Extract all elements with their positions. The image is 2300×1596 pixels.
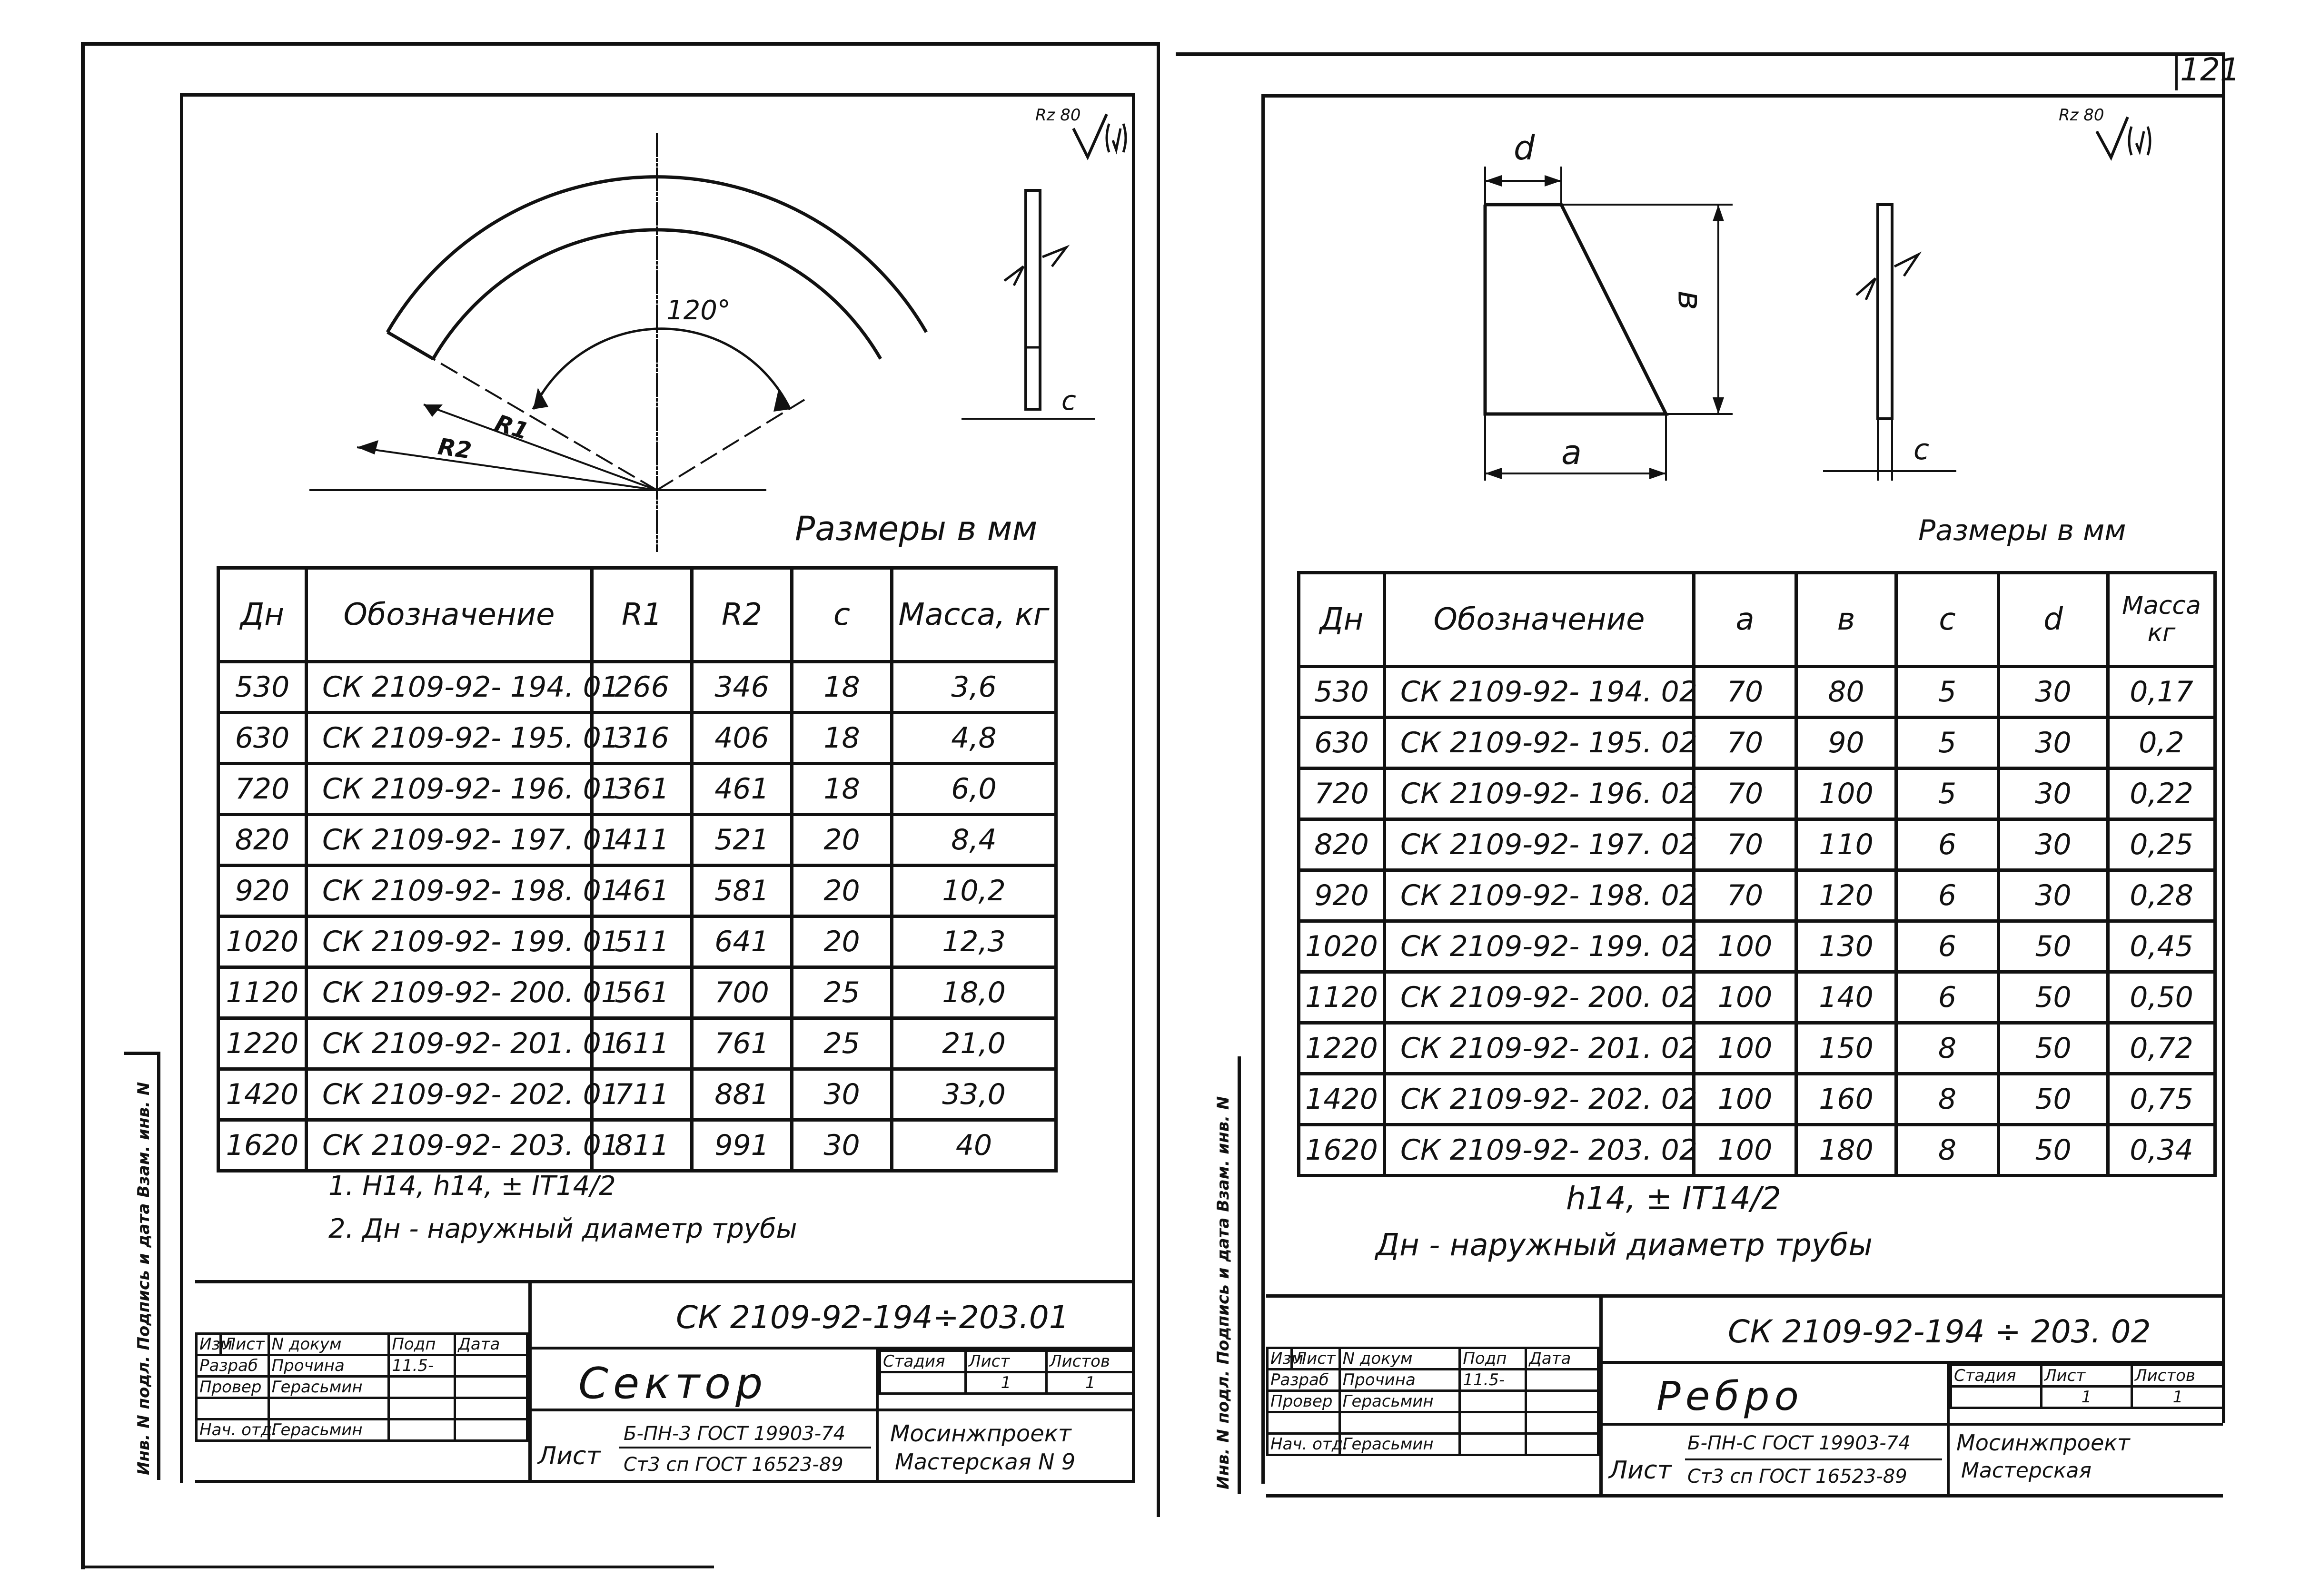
cell-b: 80 [1796, 667, 1896, 718]
stage-value [1951, 1387, 2042, 1408]
right-roughness-symbol: Rz 80 [2059, 106, 2104, 125]
rib-table [1297, 571, 2217, 1177]
cell-c: 20 [792, 815, 892, 866]
cell-mass: 0,45 [2108, 921, 2215, 972]
stamp-person: Прочина [1339, 1369, 1460, 1391]
left-org-line2: Мастерская N 9 [895, 1449, 1076, 1475]
cell-c: 6 [1896, 972, 1999, 1023]
cell-designation: СК 2109-92- 202. 01 [307, 1069, 592, 1120]
cell-r2: 641 [692, 916, 792, 967]
cell-r2: 881 [692, 1069, 792, 1120]
stamp-date [1526, 1391, 1598, 1412]
stamp-role: Нач. отд. [197, 1419, 269, 1441]
right-part-name: Ребро [1656, 1373, 1804, 1419]
right-inner-frame-top [1261, 94, 2223, 98]
cell-c: 5 [1896, 718, 1999, 768]
right-material-prefix: Лист [1609, 1456, 1672, 1485]
cell-c: 5 [1896, 768, 1999, 819]
cell-designation: СК 2109-92- 195. 01 [307, 713, 592, 764]
stamp-date [455, 1377, 527, 1398]
table-row [1299, 718, 2215, 768]
cell-r2: 461 [692, 764, 792, 815]
table-row [218, 1069, 1056, 1120]
right-title-block-divider [1599, 1294, 1603, 1494]
cell-b: 150 [1796, 1023, 1896, 1074]
cell-r2: 700 [692, 967, 792, 1018]
header-c: c [792, 568, 892, 662]
table-row [218, 1018, 1056, 1069]
cell-dn: 720 [218, 764, 307, 815]
sheets-label: Листов [2132, 1365, 2224, 1387]
right-org-line1: Мосинжпроект [1956, 1430, 2130, 1456]
header-d: d [1999, 573, 2108, 667]
right-material-bottom: Ст3 сп ГОСТ 16523-89 [1687, 1466, 1907, 1488]
left-title-block-top [195, 1280, 1133, 1283]
cell-designation: СК 2109-92- 196. 02 [1385, 768, 1694, 819]
stamp-col-list: Лист [1291, 1348, 1339, 1369]
page-number-divider [2175, 52, 2178, 90]
stamp-person: Герасьмин [268, 1419, 389, 1441]
cell-mass: 0,34 [2108, 1125, 2215, 1176]
stamp-col-ndoc: N докум [1339, 1348, 1460, 1369]
left-material-top: Б-ПН-3 ГОСТ 19903-74 [624, 1423, 846, 1445]
cell-mass: 12,3 [892, 916, 1056, 967]
stage-label: Стадия [880, 1351, 966, 1372]
cell-dn: 530 [1299, 667, 1385, 718]
cell-d: 30 [1999, 718, 2108, 768]
cell-designation: СК 2109-92- 196. 01 [307, 764, 592, 815]
sheet-info-labels [880, 1351, 1134, 1372]
header-b: в [1796, 573, 1896, 667]
cell-b: 90 [1796, 718, 1896, 768]
r2-label: R2 [436, 433, 473, 464]
stamp-header-row [1268, 1348, 1598, 1369]
left-part-name: Сектор [578, 1359, 768, 1409]
cell-a: 100 [1694, 1023, 1796, 1074]
cell-c: 20 [792, 866, 892, 916]
cell-b: 180 [1796, 1125, 1896, 1176]
cell-a: 70 [1694, 667, 1796, 718]
right-sheet-info [1950, 1364, 2225, 1409]
cell-designation: СК 2109-92- 198. 02 [1385, 870, 1694, 921]
cell-a: 70 [1694, 718, 1796, 768]
cell-a: 70 [1694, 819, 1796, 870]
left-inner-frame-right [1132, 93, 1135, 1483]
cell-mass: 3,6 [892, 662, 1056, 713]
sheet-label: Лист [966, 1351, 1047, 1372]
cell-dn: 1020 [218, 916, 307, 967]
cell-mass: 18,0 [892, 967, 1056, 1018]
sector-table [217, 566, 1058, 1172]
stamp-date [1526, 1434, 1598, 1455]
roughness-check-icon [1071, 109, 1133, 162]
cell-dn: 1120 [1299, 972, 1385, 1023]
sector-drawing [286, 133, 885, 562]
stamp-col-sign: Подп [1460, 1348, 1526, 1369]
stamp-date [1526, 1369, 1598, 1391]
stamp-row-check [197, 1377, 527, 1398]
cell-designation: СК 2109-92- 194. 01 [307, 662, 592, 713]
cell-r2: 346 [692, 662, 792, 713]
stamp-row-empty [197, 1398, 527, 1419]
right-org-line2: Мастерская [1961, 1458, 2092, 1483]
stamp-row-check [1268, 1391, 1598, 1412]
sheet-divider [1157, 42, 1160, 1517]
header-mass: Масса, кг [892, 568, 1056, 662]
cell-dn: 1120 [218, 967, 307, 1018]
cell-a: 100 [1694, 972, 1796, 1023]
header-dn: Дн [1299, 573, 1385, 667]
cell-d: 50 [1999, 1074, 2108, 1125]
right-side-stamp: Инв. N подл. Подпись и дата Взам. инв. N [1214, 1096, 1233, 1489]
cell-designation: СК 2109-92- 201. 02 [1385, 1023, 1694, 1074]
table-row [218, 662, 1056, 713]
cell-dn: 630 [218, 713, 307, 764]
cell-mass: 33,0 [892, 1069, 1056, 1120]
table-row [1299, 768, 2215, 819]
cell-designation: СК 2109-92- 202. 02 [1385, 1074, 1694, 1125]
cell-mass: 40 [892, 1120, 1056, 1171]
table-row [218, 815, 1056, 866]
right-stamp-grid [1266, 1347, 1599, 1456]
cell-c: 6 [1896, 819, 1999, 870]
stamp-person: Прочина [268, 1355, 389, 1377]
cell-b: 120 [1796, 870, 1896, 921]
cell-r2: 761 [692, 1018, 792, 1069]
cell-mass: 0,72 [2108, 1023, 2215, 1074]
stamp-sign [389, 1377, 455, 1398]
stamp-col-izm: Изм [1268, 1348, 1292, 1369]
b-dim-label: в [1670, 290, 1710, 310]
cell-dn: 530 [218, 662, 307, 713]
angle-label: 120° [666, 295, 731, 326]
sheets-value: 1 [2132, 1387, 2224, 1408]
right-sheet-edge [2222, 52, 2225, 1423]
cell-mass: 0,75 [2108, 1074, 2215, 1125]
cell-a: 100 [1694, 1125, 1796, 1176]
cell-dn: 820 [1299, 819, 1385, 870]
outer-frame-top-left [81, 42, 1157, 46]
cell-r1: 461 [592, 866, 692, 916]
cell-c: 18 [792, 662, 892, 713]
cell-b: 110 [1796, 819, 1896, 870]
cell-r1: 316 [592, 713, 692, 764]
plate-section-view [952, 186, 1104, 424]
cell-dn: 820 [218, 815, 307, 866]
cell-r2: 521 [692, 815, 792, 866]
stamp-role: Нач. отд. [1268, 1434, 1340, 1455]
right-title-block-bottom [1266, 1494, 2223, 1497]
cell-c: 8 [1896, 1074, 1999, 1125]
cell-designation: СК 2109-92- 200. 02 [1385, 972, 1694, 1023]
stamp-col-date: Дата [455, 1334, 527, 1355]
cell-d: 30 [1999, 667, 2108, 718]
roughness-symbol: Rz 80 [1035, 106, 1081, 125]
outer-frame-left [81, 42, 85, 1569]
cell-designation: СК 2109-92- 199. 01 [307, 916, 592, 967]
cell-a: 100 [1694, 1074, 1796, 1125]
stamp-role: Разраб [197, 1355, 269, 1377]
cell-r2: 581 [692, 866, 792, 916]
cell-c: 6 [1896, 921, 1999, 972]
rib-section-view [1818, 200, 1961, 485]
stamp-row-empty [1268, 1412, 1598, 1434]
sheet-info-values [880, 1372, 1134, 1394]
cell-r1: 411 [592, 815, 692, 866]
cell-designation: СК 2109-92- 195. 02 [1385, 718, 1694, 768]
cell-r2: 991 [692, 1120, 792, 1171]
cell-designation: СК 2109-92- 201. 01 [307, 1018, 592, 1069]
cell-c: 25 [792, 967, 892, 1018]
cell-designation: СК 2109-92- 194. 02 [1385, 667, 1694, 718]
cell-c: 30 [792, 1069, 892, 1120]
stamp-role: Провер [1268, 1391, 1340, 1412]
units-caption: Размеры в мм [795, 509, 1038, 548]
stamp-sign [1460, 1391, 1526, 1412]
cell-mass: 0,50 [2108, 972, 2215, 1023]
right-inner-frame-left [1261, 94, 1265, 1484]
stamp-col-list: Лист [220, 1334, 268, 1355]
d-dim-label: d [1514, 128, 1535, 167]
cell-d: 50 [1999, 921, 2108, 972]
cell-designation: СК 2109-92- 197. 02 [1385, 819, 1694, 870]
right-material-top: Б-ПН-С ГОСТ 19903-74 [1687, 1432, 1911, 1454]
table-row [1299, 870, 2215, 921]
stamp-row-develop [197, 1355, 527, 1377]
left-inner-frame-top [180, 93, 1132, 97]
sheets-label: Листов [1047, 1351, 1134, 1372]
header-mass: Масса кг [2108, 573, 2215, 667]
right-units-caption: Размеры в мм [1918, 514, 2126, 547]
cell-dn: 1420 [1299, 1074, 1385, 1125]
stage-label: Стадия [1951, 1365, 2042, 1387]
header-dn: Дн [218, 568, 307, 662]
cell-b: 140 [1796, 972, 1896, 1023]
cell-r1: 511 [592, 916, 692, 967]
cell-designation: СК 2109-92- 199. 02 [1385, 921, 1694, 972]
table-row [218, 866, 1056, 916]
left-side-stamp: Инв. N подл. Подпись и дата Взам. инв. N [134, 1082, 153, 1475]
right-side-strip [1238, 1056, 1241, 1494]
sheets-value: 1 [1047, 1372, 1134, 1394]
table-row [218, 1120, 1056, 1171]
cell-designation: СК 2109-92- 203. 02 [1385, 1125, 1694, 1176]
left-title-block-low [528, 1409, 1133, 1411]
sheet-info-labels [1951, 1365, 2224, 1387]
page-number: 121 [2180, 51, 2240, 88]
table-row [1299, 1023, 2215, 1074]
cell-r2: 406 [692, 713, 792, 764]
cell-a: 70 [1694, 768, 1796, 819]
cell-dn: 1220 [1299, 1023, 1385, 1074]
stamp-sign: 11.5- [389, 1355, 455, 1377]
header-designation: Обозначение [307, 568, 592, 662]
table-header-row [1299, 573, 2215, 667]
cell-dn: 720 [1299, 768, 1385, 819]
cell-dn: 920 [1299, 870, 1385, 921]
cell-designation: СК 2109-92- 197. 01 [307, 815, 592, 866]
right-note-tolerances: h14, ± IT14/2 [1566, 1180, 1782, 1217]
stamp-role: Провер [197, 1377, 269, 1398]
cell-r1: 811 [592, 1120, 692, 1171]
cell-c: 5 [1896, 667, 1999, 718]
cell-b: 100 [1796, 768, 1896, 819]
right-title-block-low [1599, 1423, 2223, 1426]
cell-r1: 266 [592, 662, 692, 713]
note-diameter: 2. Дн - наружный диаметр трубы [328, 1213, 797, 1244]
left-stamp-grid [195, 1332, 528, 1442]
cell-c: 20 [792, 916, 892, 967]
right-roughness-check-icon [2094, 112, 2156, 160]
right-material-fraction [1685, 1458, 1942, 1460]
left-side-strip-top [124, 1052, 159, 1055]
cell-mass: 0,2 [2108, 718, 2215, 768]
table-row [1299, 819, 2215, 870]
left-designation: СК 2109-92-194÷203.01 [676, 1299, 1069, 1336]
cell-c: 8 [1896, 1125, 1999, 1176]
stamp-col-sign: Подп [389, 1334, 455, 1355]
stamp-role: Разраб [1268, 1369, 1340, 1391]
stamp-sign: 11.5- [1460, 1369, 1526, 1391]
stamp-col-date: Дата [1526, 1348, 1598, 1369]
right-title-block-top [1266, 1294, 2223, 1298]
table-row [1299, 667, 2215, 718]
cell-r1: 611 [592, 1018, 692, 1069]
cell-mass: 6,0 [892, 764, 1056, 815]
r1-label: R1 [492, 409, 532, 445]
stamp-date [455, 1355, 527, 1377]
cell-mass: 0,28 [2108, 870, 2215, 921]
table-row [218, 916, 1056, 967]
stamp-sign [1460, 1434, 1526, 1455]
sheet-value: 1 [966, 1372, 1047, 1394]
table-row [218, 764, 1056, 815]
left-org-line1: Мосинжпроект [890, 1420, 1071, 1447]
sheet-info-values [1951, 1387, 2224, 1408]
rib-drawing [1466, 157, 1799, 500]
table-row [1299, 1125, 2215, 1176]
cell-r1: 361 [592, 764, 692, 815]
stamp-sign [389, 1419, 455, 1441]
stamp-col-ndoc: N докум [268, 1334, 389, 1355]
outer-frame-top-right [1176, 52, 2223, 56]
left-material-fraction [619, 1447, 871, 1448]
header-r1: R1 [592, 568, 692, 662]
cell-dn: 1020 [1299, 921, 1385, 972]
cell-r1: 561 [592, 967, 692, 1018]
left-material-prefix: Лист [538, 1442, 601, 1470]
table-row [218, 713, 1056, 764]
stamp-person: Герасьмин [1339, 1391, 1460, 1412]
cell-mass: 0,25 [2108, 819, 2215, 870]
cell-dn: 1220 [218, 1018, 307, 1069]
stamp-row-head [197, 1419, 527, 1441]
cell-designation: СК 2109-92- 203. 01 [307, 1120, 592, 1171]
stage-value [880, 1372, 966, 1394]
rib-c-dim-label: c [1913, 433, 1929, 466]
cell-dn: 1620 [218, 1120, 307, 1171]
cell-dn: 1620 [1299, 1125, 1385, 1176]
cell-c: 25 [792, 1018, 892, 1069]
cell-c: 30 [792, 1120, 892, 1171]
table-row [218, 967, 1056, 1018]
sheet-value: 1 [2042, 1387, 2132, 1408]
note-tolerances: 1. Н14, h14, ± IT14/2 [328, 1171, 616, 1202]
cell-c: 6 [1896, 870, 1999, 921]
left-sheet-info [879, 1350, 1135, 1395]
right-note-diameter: Дн - наружный диаметр трубы [1376, 1228, 1873, 1263]
header-designation: Обозначение [1385, 573, 1694, 667]
sheet-label: Лист [2042, 1365, 2132, 1387]
cell-d: 50 [1999, 1125, 2108, 1176]
stamp-row-develop [1268, 1369, 1598, 1391]
cell-mass: 4,8 [892, 713, 1056, 764]
cell-dn: 630 [1299, 718, 1385, 768]
cell-d: 30 [1999, 768, 2108, 819]
cell-mass: 8,4 [892, 815, 1056, 866]
cell-dn: 1420 [218, 1069, 307, 1120]
cell-c: 8 [1896, 1023, 1999, 1074]
cell-mass: 0,22 [2108, 768, 2215, 819]
table-row [1299, 972, 2215, 1023]
cell-b: 130 [1796, 921, 1896, 972]
header-r2: R2 [692, 568, 792, 662]
stamp-header-row [197, 1334, 527, 1355]
stamp-person: Герасьмин [268, 1377, 389, 1398]
stamp-row-head [1268, 1434, 1598, 1455]
left-material-bottom: Ст3 сп ГОСТ 16523-89 [624, 1454, 843, 1476]
stamp-person: Герасьмин [1339, 1434, 1460, 1455]
cell-a: 100 [1694, 921, 1796, 972]
left-title-block-bottom [195, 1480, 1133, 1483]
left-inner-frame-left [180, 93, 183, 1483]
cell-d: 30 [1999, 870, 2108, 921]
stamp-date [455, 1419, 527, 1441]
c-dim-label: c [1061, 385, 1076, 416]
header-a: a [1694, 573, 1796, 667]
cell-dn: 920 [218, 866, 307, 916]
table-header-row [218, 568, 1056, 662]
cell-c: 18 [792, 713, 892, 764]
left-side-strip [157, 1052, 160, 1480]
cell-mass: 21,0 [892, 1018, 1056, 1069]
right-designation: СК 2109-92-194 ÷ 203. 02 [1728, 1313, 2151, 1350]
header-c: c [1896, 573, 1999, 667]
cell-d: 50 [1999, 972, 2108, 1023]
cell-b: 160 [1796, 1074, 1896, 1125]
cell-a: 70 [1694, 870, 1796, 921]
table-row [1299, 921, 2215, 972]
cell-mass: 0,17 [2108, 667, 2215, 718]
left-title-block-divider [528, 1280, 532, 1480]
stamp-col-izm: Изм [197, 1334, 221, 1355]
table-row [1299, 1074, 2215, 1125]
cell-designation: СК 2109-92- 200. 01 [307, 967, 592, 1018]
cell-c: 18 [792, 764, 892, 815]
a-dim-label: a [1561, 433, 1582, 472]
cell-d: 30 [1999, 819, 2108, 870]
cell-r1: 711 [592, 1069, 692, 1120]
cell-mass: 10,2 [892, 866, 1056, 916]
cell-designation: СК 2109-92- 198. 01 [307, 866, 592, 916]
outer-frame-bottom [81, 1566, 714, 1568]
cell-d: 50 [1999, 1023, 2108, 1074]
